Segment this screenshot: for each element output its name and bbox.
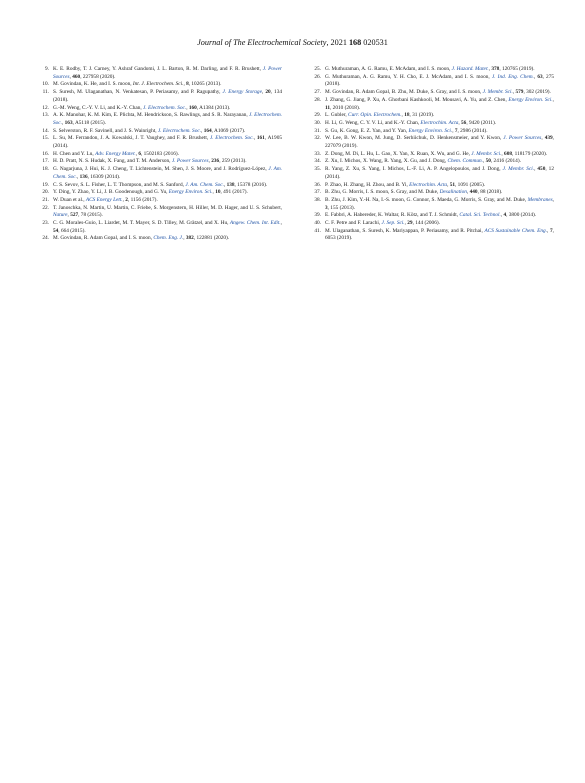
reference-text	[53, 89, 282, 104]
reference-item	[306, 189, 554, 197]
reference-item	[34, 197, 282, 205]
reference-volume: 56	[461, 119, 467, 126]
reference-segment: ,	[280, 220, 282, 227]
reference-segment: ,	[466, 189, 470, 196]
reference-segment: , 1156 (2017).	[127, 196, 158, 203]
reference-text	[53, 189, 282, 197]
reference-segment: , 6053 (2019).	[325, 227, 554, 242]
reference-text	[53, 158, 282, 166]
journal-link[interactable]: J. Membr. Sci.	[502, 166, 535, 173]
running-head	[0, 38, 585, 47]
reference-volume: 164	[203, 127, 212, 134]
reference-segment: , 302 (2019).	[523, 89, 551, 96]
reference-number: 32.	[314, 135, 321, 142]
reference-volume: 50	[485, 158, 491, 165]
reference-text	[53, 135, 282, 150]
reference-number: 26.	[314, 73, 321, 80]
reference-item	[306, 135, 554, 150]
reference-segment: ,	[533, 73, 538, 80]
journal-link[interactable]: J. Ind. Eng. Chem.	[491, 73, 534, 80]
reference-text	[325, 89, 554, 97]
reference-segment: A. K. Manohar, K. M. Kim, E. Plichta, M. Hendrickson, S. Rawlings, and S. R. Narayanan,	[53, 112, 250, 119]
journal-link[interactable]: J. Am. Chem. Soc.	[185, 181, 224, 188]
reference-volume: 138	[226, 181, 235, 188]
reference-segment: , 1502183 (2016).	[141, 150, 179, 157]
journal-link[interactable]: Chem. Commun.	[447, 158, 483, 165]
journal-name-text: Int. J. Electrochem. Sci.	[132, 81, 184, 88]
reference-number: 41.	[314, 227, 321, 234]
reference-segment: B. Zhu, G. Morris, I. S. moon, S. Gray, and M. Duke,	[325, 189, 440, 196]
reference-item	[306, 197, 554, 212]
reference-item	[34, 189, 282, 197]
journal-link[interactable]: Desalination	[439, 189, 467, 196]
reference-segment: C. G. Morales-Guio, L. Liardet, M. T. Mayer, S. D. Tilley, M. Grätzel, and X. Hu,	[53, 220, 230, 227]
reference-segment: ,	[186, 104, 189, 111]
reference-volume: 163	[64, 119, 73, 126]
reference-segment: C. S. Sevov, S. L. Fisher, L. T. Thompson, and M. S. Sanford,	[53, 181, 186, 188]
reference-item	[34, 128, 282, 136]
reference-item	[34, 66, 282, 81]
reference-segment: , 12 (2014).	[325, 166, 554, 180]
reference-number: 11.	[42, 89, 49, 96]
reference-item	[306, 120, 554, 128]
reference-segment: , 155 (2013).	[327, 204, 356, 211]
reference-segment: , 3800 (2014).	[506, 212, 537, 219]
reference-segment: M. Govindan, R. Adam Gopal, and I. S. moon,	[53, 235, 154, 242]
journal-link[interactable]: Catal. Sci. Technol.	[459, 212, 501, 219]
reference-number: 12.	[42, 104, 49, 111]
reference-segment: ,	[253, 135, 257, 142]
reference-segment: , 31 (2019).	[409, 112, 435, 119]
journal-link[interactable]: ACS Energy Lett.	[85, 196, 123, 203]
journal-link[interactable]: J. Electrochem. Soc.	[209, 135, 254, 142]
reference-item	[34, 166, 282, 181]
reference-segment: ,	[488, 66, 492, 72]
reference-segment: ,	[261, 89, 266, 96]
journal-link[interactable]: J. Electrochem. Soc.	[53, 112, 282, 126]
reference-item	[34, 81, 282, 89]
journal-link[interactable]: J. Power Sources	[53, 66, 282, 80]
journal-link[interactable]: Membranes	[527, 196, 553, 203]
journal-link[interactable]: Adv. Energy Mater.	[95, 150, 136, 157]
reference-item	[34, 205, 282, 220]
reference-segment: , 2416 (2014).	[490, 158, 521, 165]
reference-volume: 439	[544, 135, 553, 142]
reference-item	[34, 105, 282, 113]
reference-volume: 20	[265, 89, 271, 96]
reference-number: 20.	[42, 189, 49, 196]
reference-segment: , A5118 (2015).	[72, 119, 106, 126]
reference-volume: 160	[188, 104, 197, 111]
journal-link[interactable]: J. Hazard. Mater.	[451, 66, 489, 72]
reference-number: 18.	[42, 166, 49, 173]
journal-link[interactable]: ACS Sustainable Chem. Eng.	[484, 227, 548, 234]
reference-number: 9.	[45, 66, 49, 72]
reference-segment: ,	[208, 158, 212, 165]
reference-segment: ,	[76, 173, 80, 180]
reference-volume: 440	[469, 189, 478, 196]
reference-segment: ,	[135, 150, 139, 157]
reference-segment: M. Govindan, R. Adam Gopal, B. Zhu, M. Duke, S. Gray, and I. S. moon,	[325, 89, 483, 96]
journal-link[interactable]: J. Membr. Sci.	[482, 89, 513, 96]
reference-segment: ,	[552, 196, 554, 203]
reference-item	[306, 128, 554, 136]
reference-segment: C. F. Petre and F. Larachi,	[325, 220, 382, 227]
reference-text	[53, 235, 282, 243]
journal-link[interactable]: Energy Environ. Sci.	[408, 127, 453, 134]
reference-segment: , 1091 (2005).	[455, 181, 486, 188]
reference-number: 37.	[314, 189, 321, 196]
reference-number: 39.	[314, 212, 321, 219]
header-separator: ,	[326, 38, 331, 47]
reference-segment: , 122881 (2020).	[193, 235, 230, 242]
reference-text	[325, 74, 554, 89]
reference-volume: 4	[503, 212, 507, 219]
reference-segment: , 120765 (2019).	[499, 66, 535, 72]
reference-segment: , 10265 (2013).	[188, 81, 222, 88]
reference-segment: R. Yang, Z. Xu, S. Yang, I. Michos, L.-F. Li, A. P. Angelopoulos, and J. Dong,	[325, 166, 503, 173]
reference-segment: K. E. Rodby, T. J. Carney, Y. Ashraf Gandomi, J. L. Barton, R. M. Darling, and F. R. Brushett,	[53, 66, 263, 72]
reference-number: 10.	[42, 81, 49, 88]
reference-segment: ,	[122, 196, 126, 203]
reference-number: 21.	[42, 196, 49, 203]
reference-text	[53, 112, 282, 127]
reference-item	[34, 112, 282, 127]
reference-segment: L. Su, M. Ferrandon, J. A. Kowalski, J. T. Vaughey, and F. R. Brushett,	[53, 135, 210, 142]
reference-segment: ,	[552, 96, 554, 103]
reference-number: 13.	[42, 112, 49, 119]
reference-text	[325, 135, 554, 150]
reference-segment: , 259 (2013).	[219, 158, 247, 165]
reference-segment: , 227958 (2020).	[80, 73, 116, 80]
reference-volume: 460	[72, 73, 81, 80]
reference-segment: ,	[223, 181, 227, 188]
journal-link[interactable]: Chem. Eng. J.	[153, 235, 184, 242]
reference-segment: ,	[541, 135, 545, 142]
reference-segment: , 118179 (2020).	[512, 150, 548, 157]
reference-number: 34.	[314, 158, 321, 165]
reference-volume: 527	[70, 212, 79, 219]
references-right-column	[306, 66, 554, 243]
reference-item	[34, 235, 282, 243]
reference-number: 22.	[42, 204, 49, 211]
reference-segment: L. Gubler,	[325, 112, 349, 119]
reference-segment: P. Zhao, H. Zhang, H. Zhou, and B. Yi,	[325, 181, 410, 188]
reference-segment: G. Nagarjuna, J. Hui, K. J. Cheng, T. Lichtenstein, M. Shen, J. S. Moore, and J. Rodríguez-López,	[53, 166, 269, 173]
reference-number: 17.	[42, 158, 49, 165]
reference-item	[306, 97, 554, 112]
reference-item	[34, 158, 282, 166]
reference-volume: 6	[138, 150, 141, 157]
reference-segment: ,	[534, 166, 538, 173]
reference-text	[53, 220, 282, 235]
reference-segment: S. Suresh, M. Ulaganathan, N. Venkatesan, P. Periasamy, and P. Ragupathy,	[53, 89, 223, 96]
journal-link[interactable]: J. Electrochem. Soc.	[143, 104, 187, 111]
reference-segment: B. Zhu, J. Kim, Y.-H. Na, I.-S. moon, G. Connor, S. Maeda, G. Morris, S. Gray, and M. Duke,	[325, 196, 528, 203]
reference-text	[325, 197, 554, 212]
reference-volume: 608	[504, 150, 512, 157]
reference-segment: , A1069 (2017).	[211, 127, 246, 134]
reference-segment: W. Lee, B. W. Kwon, M. Jung, D. Serhiichuk, D. Henkensmeier, and Y. Kwon,	[325, 135, 504, 142]
reference-volume: 51	[449, 181, 456, 188]
reference-text	[53, 205, 282, 220]
reference-segment: ,	[458, 119, 462, 126]
reference-number: 19.	[42, 181, 49, 188]
reference-volume: 136	[79, 173, 88, 180]
reference-segment: , 227079 (2019).	[325, 135, 554, 150]
reference-number: 33.	[314, 150, 321, 157]
reference-segment: T. Janoschka, N. Martin, U. Martin, C. Friebe, S. Morgenstern, H. Hiller, M. D. Hager, and U. S. Schubert,	[53, 204, 282, 211]
journal-name: Journal of The Electrochemical Society	[197, 38, 327, 47]
reference-volume: 161	[256, 135, 265, 142]
reference-segment: ,	[69, 73, 73, 80]
reference-segment: S. Selverston, R. F. Savinell, and J. S. Wainright,	[53, 127, 158, 134]
reference-number: 14.	[42, 127, 49, 134]
references-section	[34, 66, 554, 243]
reference-segment: Z. Xu, I. Michos, X. Wang, R. Yang, X. Gu, and J. Dong,	[325, 158, 448, 165]
reference-item	[306, 220, 554, 228]
reference-item	[34, 135, 282, 150]
journal-link[interactable]: J. Membr. Sci.	[471, 150, 502, 157]
reference-text	[53, 66, 282, 81]
reference-text	[53, 128, 282, 136]
reference-text	[325, 189, 554, 197]
reference-segment: , 9420 (2011).	[466, 119, 497, 126]
reference-text	[325, 97, 554, 112]
journal-link[interactable]: Electrochim. Acta	[409, 181, 448, 188]
journal-link[interactable]: Curr. Opin. Electrochem.	[348, 112, 402, 119]
reference-number: 36.	[314, 181, 321, 188]
journal-volume: 168	[348, 38, 362, 47]
reference-segment: ,	[501, 150, 505, 157]
reference-segment: ,	[500, 212, 504, 219]
reference-volume: 11	[325, 104, 331, 111]
reference-segment: ,	[212, 189, 216, 196]
reference-segment: Y. Ding, Y. Zhao, Y. Li, J. B. Goodenough, and G. Yu,	[53, 189, 169, 196]
journal-link[interactable]: J. Power Sources	[171, 158, 209, 165]
journal-link[interactable]: Energy Environ. Sci.	[168, 189, 213, 196]
reference-volume: 7	[454, 127, 458, 134]
journal-link[interactable]: J. Sep. Sci.	[381, 220, 405, 227]
reference-segment: ,	[401, 112, 405, 119]
reference-segment: , 88 (2018).	[477, 189, 503, 196]
reference-number: 24.	[42, 235, 49, 242]
reference-segment: ,	[404, 220, 408, 227]
reference-segment: M. Ulaganathan, S. Suresh, K. Mariyappan, P. Periasamy, and R. Pitchai,	[325, 227, 485, 234]
reference-segment: , 134 (2018).	[53, 89, 282, 103]
reference-segment: E. Fabbri, A. Habereder, K. Waltar, R. Kötz, and T. J. Schmidt,	[325, 212, 460, 219]
reference-text	[325, 220, 554, 228]
reference-item	[34, 89, 282, 104]
reference-number: 40.	[314, 220, 321, 227]
reference-segment: H. Li, G. Weng, C. Y. V. Li, and K.-Y. Chan,	[325, 119, 421, 126]
reference-text	[325, 66, 554, 74]
reference-number: 28.	[314, 96, 321, 103]
journal-link[interactable]: Electrochim. Acta	[420, 119, 459, 126]
reference-segment: Z. Dong, M. Di, L. Hu, L. Gao, X. Yan, X. Ruan, X. Wu, and G. He,	[325, 150, 472, 157]
reference-segment: , 2986 (2014).	[457, 127, 488, 134]
reference-segment: , 491 (2017).	[220, 189, 248, 196]
reference-number: 27.	[314, 89, 321, 96]
reference-volume: 29	[407, 220, 413, 227]
reference-segment: , 664 (2015).	[58, 227, 86, 234]
reference-volume: 7	[550, 227, 553, 234]
reference-segment: ,	[201, 127, 204, 134]
reference-volume: 63	[537, 73, 543, 80]
journal-link[interactable]: J. Electrochem. Soc.	[157, 127, 202, 134]
reference-number: 35.	[314, 166, 321, 173]
reference-segment: G.-M. Weng, C.-Y. V. Li, and K.-Y. Chan,	[53, 104, 144, 111]
reference-segment: H. D. Pratt, N. S. Hudak, X. Fang, and T. M. Anderson,	[53, 158, 172, 165]
reference-text	[53, 166, 282, 181]
reference-text	[53, 81, 282, 89]
journal-link[interactable]: J. Power Sources	[503, 135, 542, 142]
reference-text	[325, 228, 554, 243]
reference-volume: 579	[515, 89, 524, 96]
journal-link[interactable]: Nature	[53, 212, 68, 219]
journal-link[interactable]: J. Energy Storage	[222, 89, 262, 96]
reference-item	[306, 74, 554, 89]
reference-segment: ,	[452, 127, 455, 134]
reference-text	[325, 166, 554, 181]
reference-item	[306, 89, 554, 97]
reference-segment: ,	[61, 119, 65, 126]
reference-segment: ,	[547, 227, 550, 234]
reference-text	[325, 112, 554, 120]
journal-link[interactable]: Angew. Chem. Int. Edit.	[229, 220, 281, 227]
reference-segment: ,	[447, 181, 450, 188]
reference-segment: ,	[482, 158, 486, 165]
reference-text	[325, 120, 554, 128]
reference-item	[306, 66, 554, 74]
reference-text	[325, 158, 554, 166]
reference-segment: ,	[183, 81, 187, 88]
reference-item	[306, 212, 554, 220]
reference-text	[325, 212, 554, 220]
reference-volume: 382	[185, 235, 194, 242]
references-left-column	[34, 66, 282, 243]
journal-link[interactable]: J. Am. Chem. Soc.	[53, 166, 282, 180]
reference-number: 29.	[314, 112, 321, 119]
reference-number: 15.	[42, 135, 49, 142]
reference-segment: , 15378 (2016).	[234, 181, 268, 188]
reference-segment: ,	[183, 235, 186, 242]
reference-volume: 3	[325, 204, 328, 211]
reference-segment: G. Muthuraman, A. G. Ramu, Y. H. Cho, E. J. McAdam, and I. S. moon,	[325, 73, 492, 80]
reference-segment: , 78 (2015).	[78, 212, 103, 219]
reference-item	[306, 158, 554, 166]
article-number: 020531	[363, 38, 388, 47]
reference-volume: 450	[537, 166, 546, 173]
reference-segment: H. Chen and Y. Lu,	[53, 150, 96, 157]
reference-number: 30.	[314, 119, 321, 126]
reference-number: 38.	[314, 196, 321, 203]
reference-item	[34, 220, 282, 235]
reference-volume: 2	[125, 196, 128, 203]
reference-segment: M. Govindan, K. He, and I. S. moon,	[53, 81, 133, 88]
reference-text	[53, 197, 282, 205]
reference-number: 25.	[314, 66, 321, 72]
reference-segment: ,	[67, 212, 71, 219]
reference-segment: , 144 (2006).	[412, 220, 440, 227]
journal-year: 2021	[330, 38, 347, 47]
reference-text	[325, 128, 554, 136]
reference-segment: , 275 (2018).	[325, 73, 554, 88]
reference-volume: 8	[186, 81, 189, 88]
reference-segment: , A1905 (2014).	[53, 135, 282, 150]
reference-segment: J. Zhang, G. Jiang, P. Xu, A. Ghorbani Kashkooli, M. Mousavi, A. Yu, and Z. Chen,	[325, 96, 509, 103]
reference-volume: 54	[53, 227, 59, 234]
reference-number: 31.	[314, 127, 321, 134]
reference-item	[306, 112, 554, 120]
reference-segment: , 16309 (2014).	[87, 173, 121, 180]
reference-segment: W. Duan et al.,	[53, 196, 86, 203]
reference-volume: 378	[491, 66, 500, 72]
reference-segment: , A1384 (2013).	[196, 104, 231, 111]
reference-volume: 236	[211, 158, 220, 165]
reference-text	[53, 105, 282, 113]
reference-number: 16.	[42, 150, 49, 157]
reference-segment: ,	[512, 89, 516, 96]
journal-link[interactable]: Energy Environ. Sci.	[508, 96, 553, 103]
reference-item	[306, 166, 554, 181]
reference-volume: 10	[215, 189, 221, 196]
reference-segment: , 2010 (2018).	[330, 104, 361, 111]
reference-number: 23.	[42, 220, 49, 227]
reference-volume: 18	[404, 112, 410, 119]
reference-segment: S. Gu, K. Gong, E. Z. Yan, and Y. Yan,	[325, 127, 409, 134]
reference-item	[306, 228, 554, 243]
reference-segment: G. Muthuraman, A. G. Ramu, E. McAdam, and I. S. moon,	[325, 66, 452, 72]
